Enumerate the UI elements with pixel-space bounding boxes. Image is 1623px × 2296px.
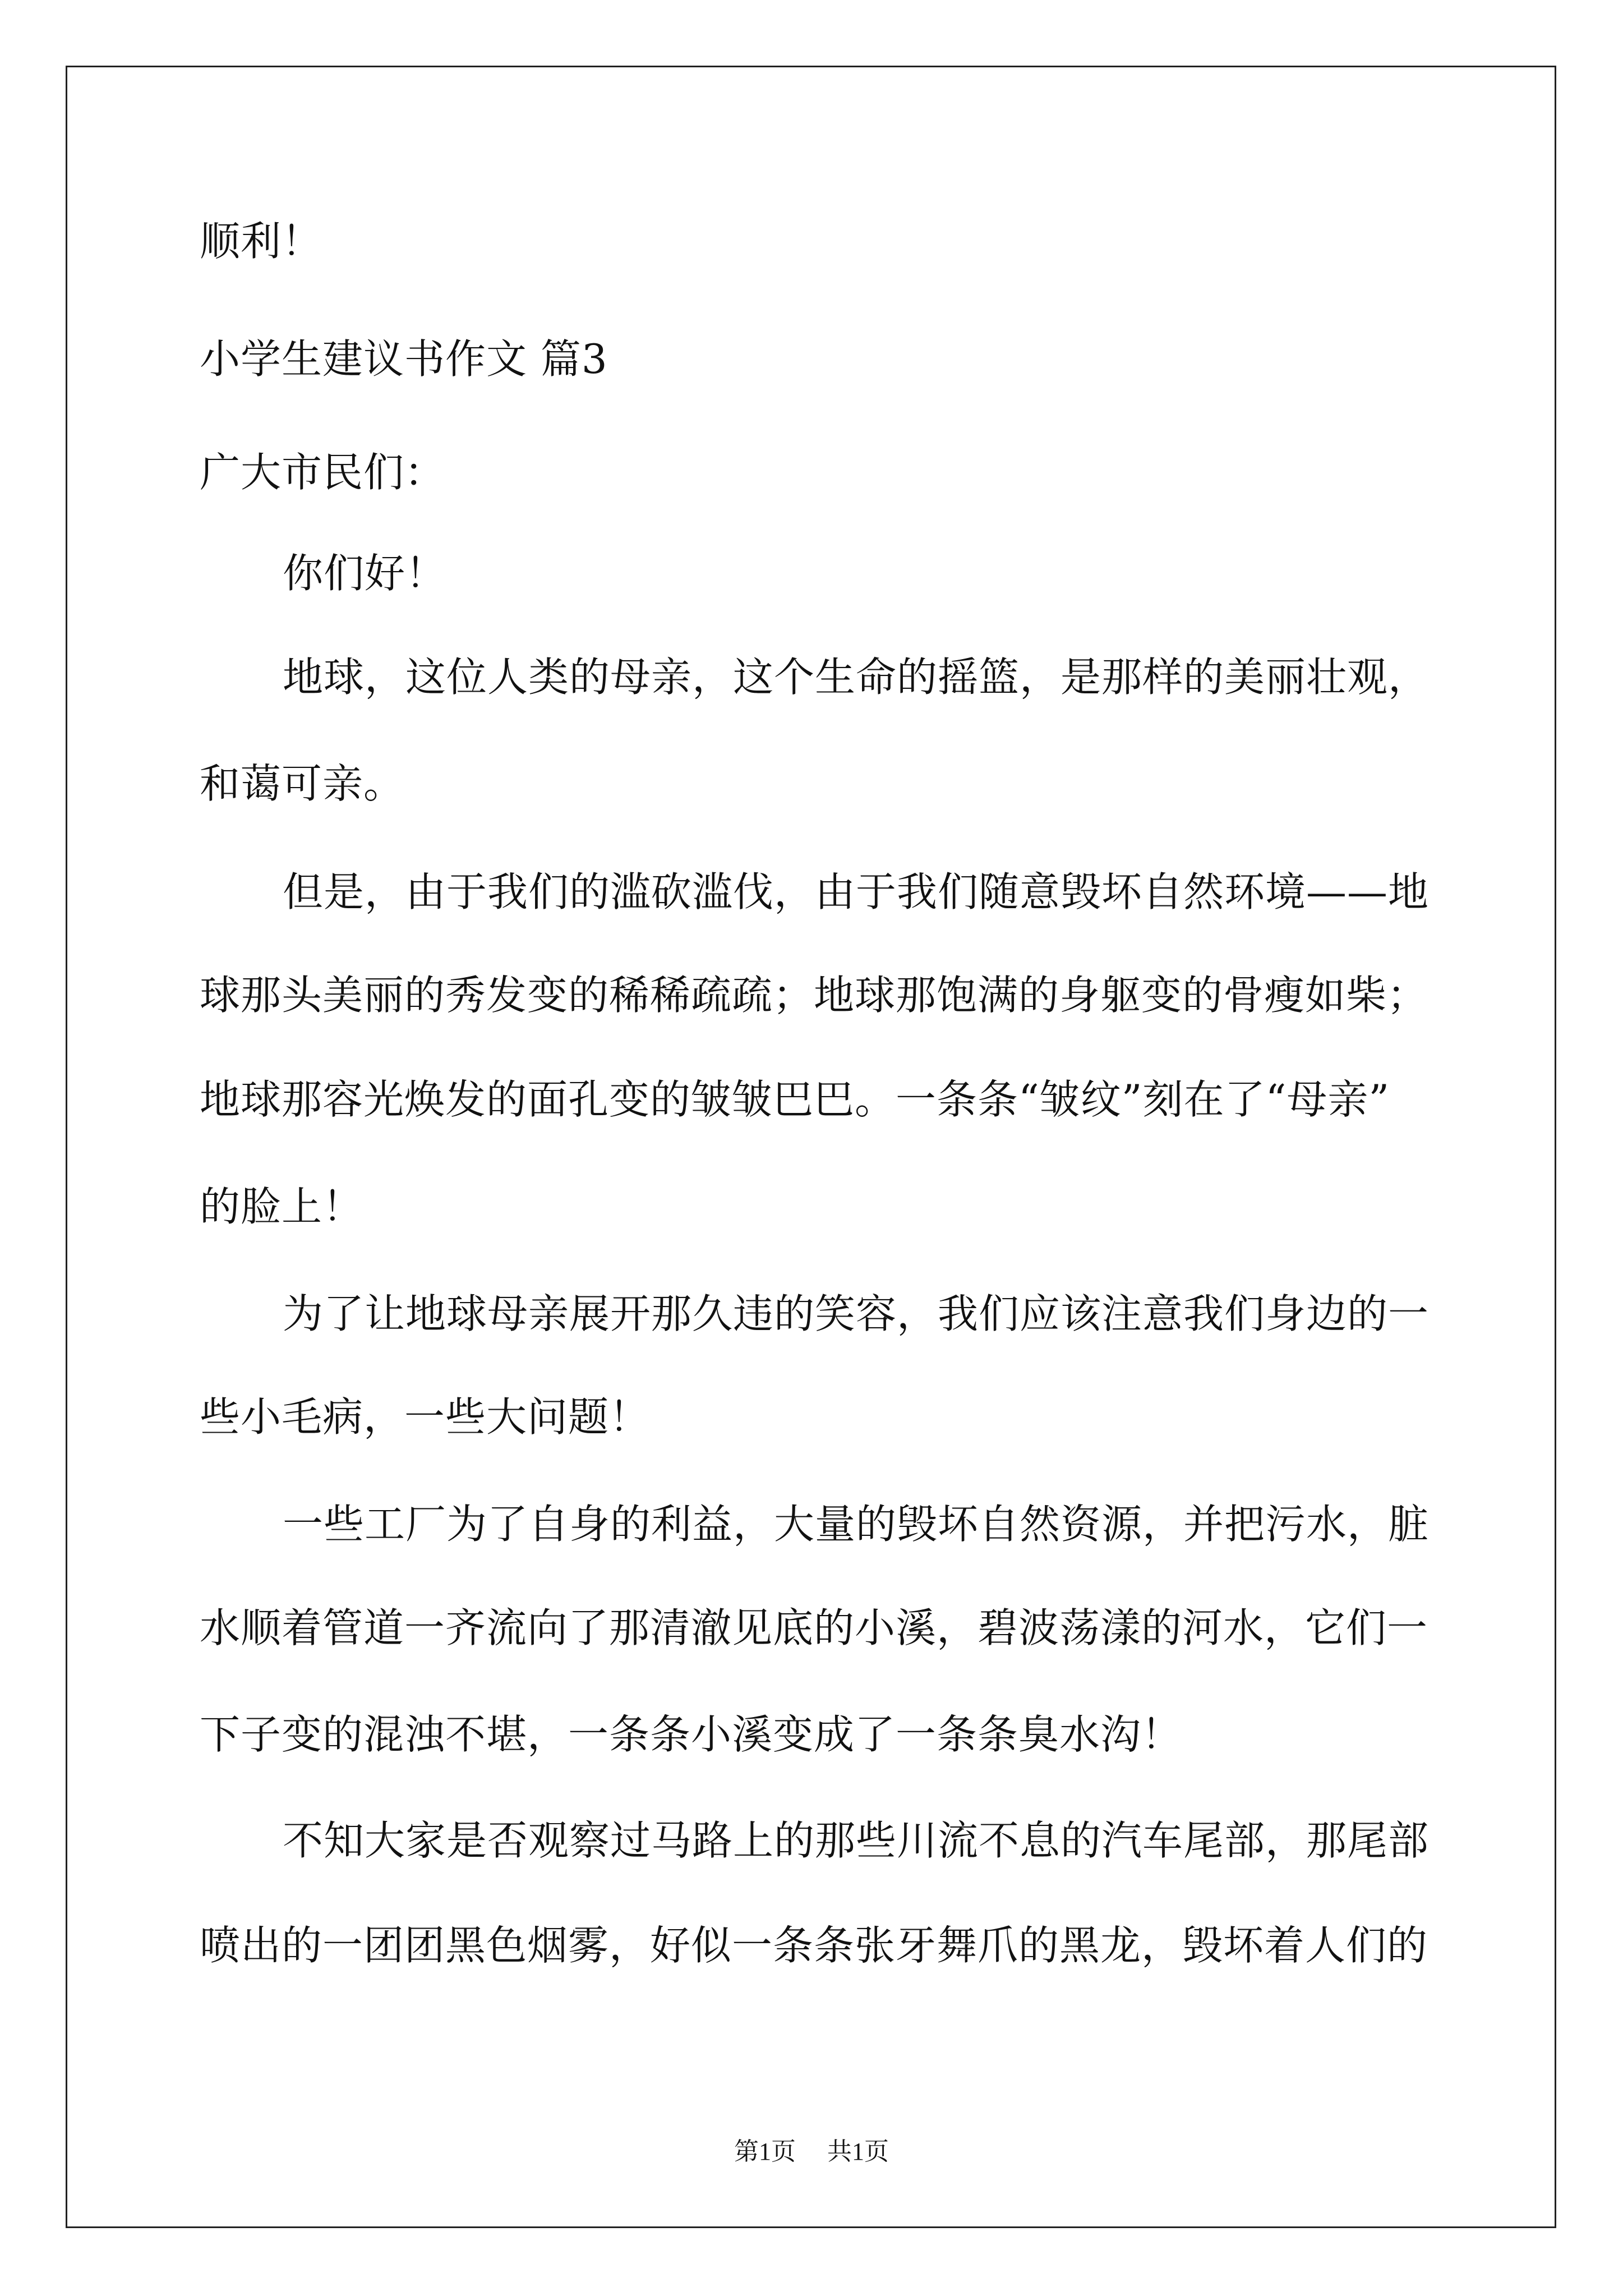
paragraph-line: 些小毛病，一些大问题！ [200, 1393, 651, 1441]
page-footer [0, 2136, 1623, 2168]
paragraph-line: 下子变的混浊不堪，一条条小溪变成了一条条臭水沟！ [200, 1711, 1183, 1758]
paragraph-line: 的脸上！ [200, 1183, 364, 1230]
page-total: 共1页 [827, 2138, 889, 2165]
closing-line: 顺利！ [200, 218, 323, 265]
paragraph-line: 为了让地球母亲展开那久违的笑容，我们应该注意我们身边的一 [283, 1290, 1430, 1337]
paragraph-line: 球那头美丽的秀发变的稀稀疏疏；地球那饱满的身躯变的骨瘦如柴； [200, 972, 1428, 1019]
salutation: 广大市民们： [200, 449, 446, 496]
paragraph-line: 一些工厂为了自身的利益，大量的毁坏自然资源，并把污水，脏 [283, 1501, 1430, 1548]
page-border [66, 66, 1556, 2228]
paragraph-line: 但是，由于我们的滥砍滥伐，由于我们随意毁坏自然环境——地 [283, 868, 1430, 915]
paragraph-line: 和蔼可亲。 [200, 760, 405, 807]
paragraph-line: 水顺着管道一齐流向了那清澈见底的小溪，碧波荡漾的河水，它们一 [200, 1604, 1428, 1651]
paragraph-line: 喷出的一团团黑色烟雾，好似一条条张牙舞爪的黑龙，毁坏着人们的 [200, 1922, 1428, 1969]
paragraph-line: 地球，这位人类的母亲，这个生命的摇篮，是那样的美丽壮观， [283, 654, 1430, 701]
section-heading: 小学生建议书作文 篇3 [200, 335, 608, 383]
paragraph-line: 不知大家是否观察过马路上的那些川流不息的汽车尾部，那尾部 [283, 1817, 1430, 1864]
paragraph-line: 地球那容光焕发的面孔变的皱皱巴巴。一条条“皱纹”刻在了“母亲” [200, 1076, 1390, 1123]
greeting: 你们好！ [283, 550, 447, 597]
page-number: 第1页 [734, 2138, 796, 2165]
